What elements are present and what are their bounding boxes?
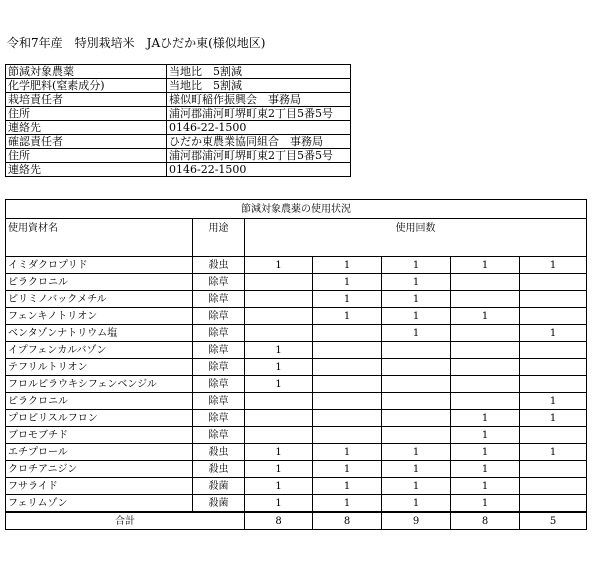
usage-count-cell: 1: [451, 410, 520, 427]
info-label: 住所: [6, 107, 167, 121]
info-value: 浦河郡浦河町堺町東2丁目5番5号: [167, 107, 351, 121]
usage-count-cell: [520, 427, 587, 444]
usage-count-cell: 1: [313, 257, 382, 274]
material-name: ブロモブチド: [6, 427, 193, 444]
info-label: 住所: [6, 149, 167, 163]
usage-count-cell: 1: [451, 427, 520, 444]
usage-count-cell: 1: [313, 308, 382, 325]
usage-count-cell: [245, 308, 313, 325]
info-row: [6, 107, 351, 121]
material-purpose: 除草: [193, 393, 245, 410]
usage-count-cell: [451, 342, 520, 359]
usage-count-cell: 1: [382, 495, 451, 513]
info-row: [6, 121, 351, 135]
material-purpose: 除草: [193, 427, 245, 444]
usage-count-cell: [245, 427, 313, 444]
page-title: 令和7年産 特別栽培米 JAひだか東(様似地区): [7, 36, 266, 50]
usage-count-cell: [382, 342, 451, 359]
usage-count-cell: 1: [382, 444, 451, 461]
info-table: [5, 64, 351, 177]
total-count-cell: 8: [313, 512, 382, 530]
material-name: プロピリスルフロン: [6, 410, 193, 427]
material-name: フェンキノトリオン: [6, 308, 193, 325]
material-name: エチプロール: [6, 444, 193, 461]
usage-count-cell: [245, 393, 313, 410]
usage-count-cell: 1: [520, 325, 587, 342]
material-purpose: 殺菌: [193, 478, 245, 495]
material-purpose: 殺虫: [193, 444, 245, 461]
usage-count-cell: 1: [245, 495, 313, 513]
info-row: [6, 135, 351, 149]
usage-count-cell: 1: [382, 325, 451, 342]
usage-table: [5, 199, 587, 530]
material-purpose: 殺虫: [193, 461, 245, 478]
usage-count-cell: [382, 376, 451, 393]
table-row: [6, 274, 587, 291]
info-value: 当地比 5割減: [167, 79, 351, 93]
info-row: [6, 79, 351, 93]
usage-count-cell: 1: [382, 291, 451, 308]
total-count-cell: 8: [451, 512, 520, 530]
usage-count-cell: 1: [451, 308, 520, 325]
usage-count-cell: [520, 495, 587, 513]
material-purpose: 除草: [193, 291, 245, 308]
info-row: [6, 93, 351, 107]
table-row: [6, 393, 587, 410]
usage-count-cell: [245, 410, 313, 427]
usage-count-cell: 1: [313, 444, 382, 461]
usage-count-cell: 1: [245, 342, 313, 359]
table-row: [6, 342, 587, 359]
usage-count-cell: [520, 342, 587, 359]
material-name: フェリムゾン: [6, 495, 193, 513]
usage-count-cell: 1: [313, 478, 382, 495]
usage-count-cell: 1: [245, 257, 313, 274]
usage-count-cell: [520, 308, 587, 325]
usage-count-cell: [382, 393, 451, 410]
info-value: 0146-22-1500: [167, 163, 351, 177]
info-label: 化学肥料(窒素成分): [6, 79, 167, 93]
usage-count-cell: 1: [451, 461, 520, 478]
usage-count-cell: 1: [245, 478, 313, 495]
material-purpose: 殺虫: [193, 257, 245, 274]
info-value: 当地比 5割減: [167, 65, 351, 79]
material-purpose: 除草: [193, 274, 245, 291]
table-row: [6, 410, 587, 427]
header-material: 使用資材名: [6, 219, 193, 257]
material-purpose: 除草: [193, 410, 245, 427]
usage-count-cell: [451, 393, 520, 410]
usage-count-cell: [451, 274, 520, 291]
usage-count-cell: [245, 325, 313, 342]
usage-count-cell: [451, 376, 520, 393]
info-label: 節減対象農薬: [6, 65, 167, 79]
total-row: [6, 512, 587, 530]
info-label: 連絡先: [6, 163, 167, 177]
info-value: ひだか東農業協同組合 事務局: [167, 135, 351, 149]
table-row: [6, 359, 587, 376]
usage-count-cell: [451, 325, 520, 342]
material-purpose: 除草: [193, 359, 245, 376]
usage-count-cell: [520, 359, 587, 376]
usage-count-cell: [313, 376, 382, 393]
total-count-cell: 8: [245, 512, 313, 530]
material-name: フサライド: [6, 478, 193, 495]
table-row: [6, 376, 587, 393]
material-name: ピラクロニル: [6, 393, 193, 410]
usage-count-cell: 1: [520, 410, 587, 427]
usage-count-cell: [382, 410, 451, 427]
material-name: ピリミノバックメチル: [6, 291, 193, 308]
usage-count-cell: 1: [382, 478, 451, 495]
usage-count-cell: [382, 359, 451, 376]
usage-count-cell: 1: [313, 495, 382, 513]
usage-count-cell: [245, 291, 313, 308]
usage-count-cell: 1: [313, 461, 382, 478]
material-name: ピラクロニル: [6, 274, 193, 291]
usage-count-cell: [313, 393, 382, 410]
info-value: 浦河郡浦河町堺町東2丁目5番5号: [167, 149, 351, 163]
table-row: [6, 308, 587, 325]
usage-count-cell: [451, 359, 520, 376]
usage-count-cell: 1: [382, 308, 451, 325]
usage-count-cell: 1: [382, 461, 451, 478]
usage-count-cell: 1: [520, 257, 587, 274]
material-name: クロチアニジン: [6, 461, 193, 478]
material-name: テフリルトリオン: [6, 359, 193, 376]
usage-count-cell: [313, 410, 382, 427]
usage-count-cell: 1: [313, 291, 382, 308]
usage-count-cell: 1: [451, 257, 520, 274]
usage-count-cell: [520, 376, 587, 393]
header-purpose: 用途: [193, 219, 245, 257]
material-purpose: 除草: [193, 308, 245, 325]
total-count-cell: 9: [382, 512, 451, 530]
table-row: [6, 325, 587, 342]
info-row: [6, 163, 351, 177]
usage-count-cell: [520, 274, 587, 291]
info-label: 確認責任者: [6, 135, 167, 149]
table-row: [6, 291, 587, 308]
usage-count-cell: 1: [245, 359, 313, 376]
usage-count-cell: 1: [451, 478, 520, 495]
usage-count-cell: [451, 291, 520, 308]
info-label: 連絡先: [6, 121, 167, 135]
material-purpose: 除草: [193, 376, 245, 393]
header-count: 使用回数: [245, 219, 587, 257]
usage-count-cell: [313, 342, 382, 359]
info-value: 0146-22-1500: [167, 121, 351, 135]
material-purpose: 除草: [193, 325, 245, 342]
table-row: [6, 444, 587, 461]
info-row: [6, 65, 351, 79]
table-row: [6, 495, 587, 513]
usage-count-cell: [313, 325, 382, 342]
info-row: [6, 149, 351, 163]
total-count-cell: 5: [520, 512, 587, 530]
table-row: [6, 461, 587, 478]
material-name: イミダクロプリド: [6, 257, 193, 274]
usage-count-cell: 1: [382, 257, 451, 274]
usage-count-cell: 1: [382, 274, 451, 291]
material-name: イプフェンカルバゾン: [6, 342, 193, 359]
usage-count-cell: [313, 427, 382, 444]
material-purpose: 殺菌: [193, 495, 245, 513]
usage-count-cell: [520, 461, 587, 478]
usage-count-cell: 1: [245, 461, 313, 478]
usage-count-cell: 1: [245, 376, 313, 393]
usage-count-cell: 1: [245, 444, 313, 461]
table-row: [6, 427, 587, 444]
usage-count-cell: [382, 427, 451, 444]
usage-count-cell: [245, 274, 313, 291]
usage-count-cell: 1: [451, 444, 520, 461]
total-label: 合計: [6, 512, 245, 530]
usage-title: 節減対象農薬の使用状況: [6, 200, 587, 219]
material-name: ベンタゾンナトリウム塩: [6, 325, 193, 342]
usage-count-cell: [313, 359, 382, 376]
table-row: [6, 257, 587, 274]
material-purpose: 除草: [193, 342, 245, 359]
usage-count-cell: 1: [520, 393, 587, 410]
material-name: フロルピラウキシフェンベンジル: [6, 376, 193, 393]
table-row: [6, 478, 587, 495]
usage-count-cell: [520, 291, 587, 308]
usage-count-cell: 1: [520, 444, 587, 461]
usage-count-cell: 1: [451, 495, 520, 513]
info-label: 栽培責任者: [6, 93, 167, 107]
info-value: 様似町稲作振興会 事務局: [167, 93, 351, 107]
usage-count-cell: [520, 478, 587, 495]
usage-count-cell: 1: [313, 274, 382, 291]
